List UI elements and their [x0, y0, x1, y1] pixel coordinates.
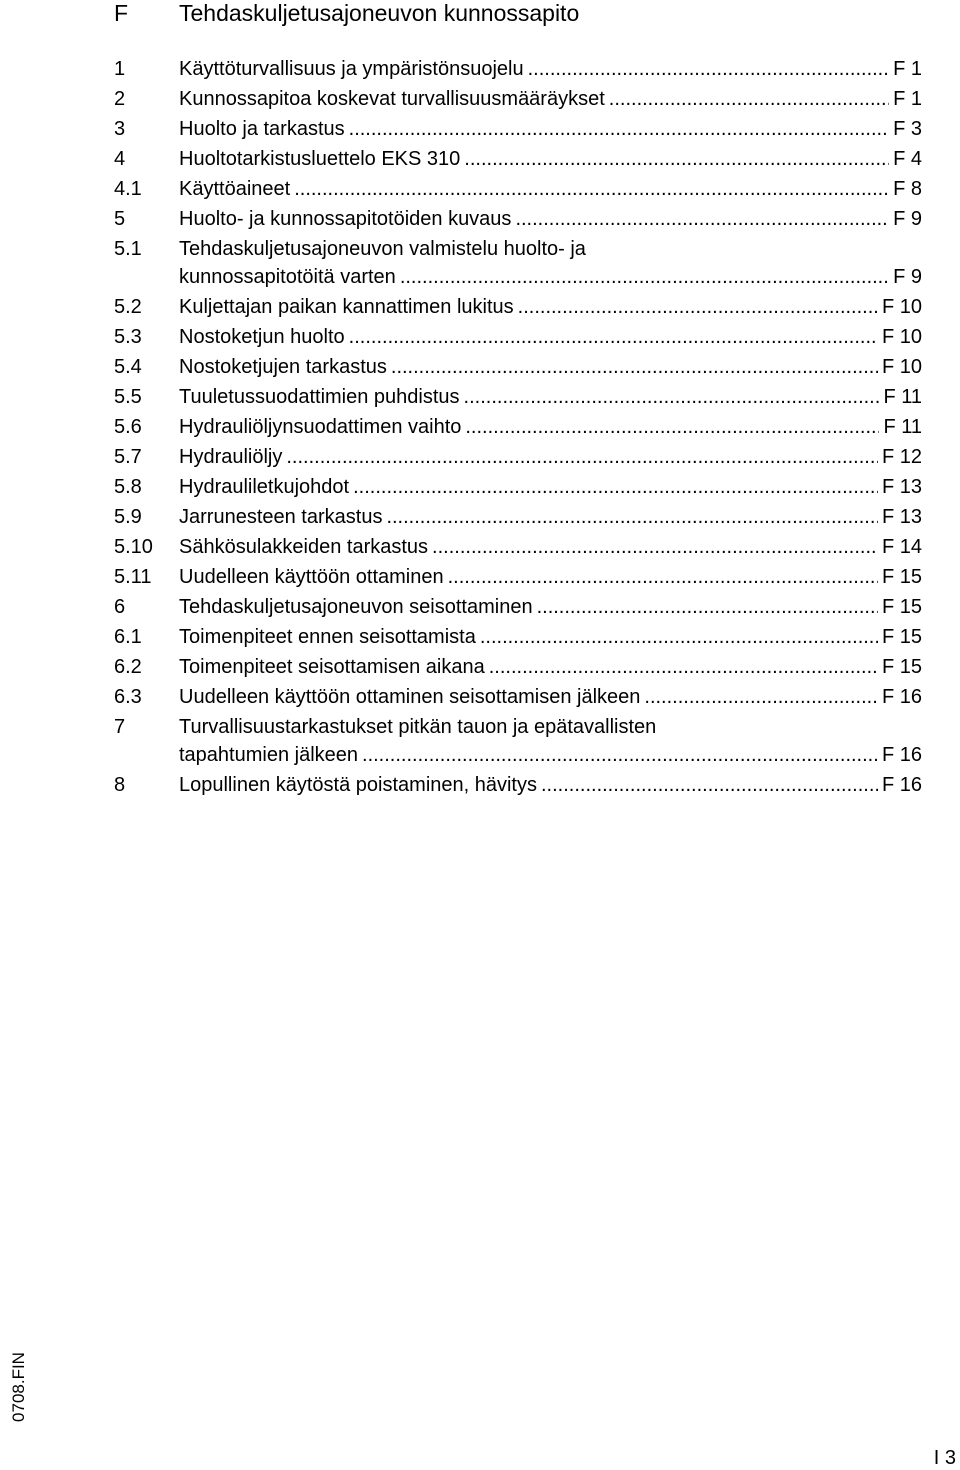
- toc-entry[interactable]: [114, 533, 922, 563]
- toc-entry-page: F 8: [893, 178, 922, 200]
- dot-leader: [294, 175, 889, 203]
- toc-entry[interactable]: [114, 653, 922, 683]
- dot-leader: [362, 741, 878, 769]
- chapter-number: F: [114, 0, 129, 26]
- toc-entry-page: F 15: [881, 566, 922, 588]
- toc-entry-title: Toimenpiteet ennen seisottamista: [179, 626, 476, 648]
- page-number: I 3: [933, 1447, 956, 1469]
- toc-entry-number: 5.2: [114, 296, 142, 318]
- toc-entry-page: F 9: [893, 208, 922, 230]
- dot-leader: [515, 205, 889, 233]
- dot-leader: [432, 533, 878, 561]
- toc-entry-number: 1: [114, 58, 126, 80]
- toc-entry-number: 8: [114, 774, 126, 796]
- dot-leader: [480, 623, 878, 651]
- toc-entry-title: Käyttöturvallisuus ja ympäristönsuojelu: [179, 58, 524, 80]
- toc-entry-number: 5.3: [114, 326, 142, 348]
- toc-entry-title: Tehdaskuljetusajoneuvon valmistelu huolto- ja: [179, 238, 586, 260]
- toc-entry-title: Toimenpiteet seisottamisen aikana: [179, 656, 485, 678]
- toc-entry[interactable]: [114, 323, 922, 353]
- toc-entry-page: F 1: [893, 88, 922, 110]
- toc-entry[interactable]: [114, 413, 922, 443]
- toc-entry-page: F 16: [881, 686, 922, 708]
- toc-entry-title: Jarrunesteen tarkastus: [179, 506, 383, 528]
- toc-entry-title: Käyttöaineet: [179, 178, 291, 200]
- toc-entry[interactable]: [114, 473, 922, 503]
- dot-leader: [386, 503, 878, 531]
- toc-entry-page: F 13: [881, 506, 922, 528]
- toc-entry-title: Lopullinen käytöstä poistaminen, hävitys: [179, 774, 537, 796]
- toc-entry-title: Huolto ja tarkastus: [179, 118, 345, 140]
- toc-entry-title: Hydrauliöljy: [179, 446, 283, 468]
- dot-leader: [400, 263, 889, 291]
- toc-entry-page: F 9: [893, 266, 922, 288]
- toc-entry-page: F 10: [881, 296, 922, 318]
- toc-entry-title: Nostoketjujen tarkastus: [179, 356, 387, 378]
- dot-leader: [349, 323, 878, 351]
- toc-entry-number: 5.11: [114, 566, 152, 588]
- toc-entry-number: 3: [114, 118, 126, 140]
- dot-leader: [353, 473, 878, 501]
- toc-entry-number: 5.10: [114, 536, 153, 558]
- toc-entry-title: Hydrauliletkujohdot: [179, 476, 350, 498]
- toc-entry-number: 6: [114, 596, 126, 618]
- toc-entry[interactable]: [114, 115, 922, 145]
- toc-entry-number: 5.7: [114, 446, 142, 468]
- toc-entry[interactable]: [114, 683, 922, 713]
- dot-leader: [609, 85, 889, 113]
- toc-entry-title: Tehdaskuljetusajoneuvon seisottaminen: [179, 596, 533, 618]
- toc-entry-number: 5.6: [114, 416, 142, 438]
- toc-entry-number: 6.2: [114, 656, 142, 678]
- toc-entry-page: F 15: [881, 626, 922, 648]
- toc-entry[interactable]: [114, 55, 922, 85]
- toc-entry-number: 5: [114, 208, 126, 230]
- toc-entry-page: F 1: [893, 58, 922, 80]
- toc-entry[interactable]: [114, 85, 922, 115]
- toc-entry-page: F 14: [881, 536, 922, 558]
- toc-entry[interactable]: [114, 293, 922, 323]
- toc-entry-number: 5.1: [114, 238, 142, 260]
- table-of-contents: [114, 55, 922, 801]
- toc-entry-title: Kunnossapitoa koskevat turvallisuusmääräykset: [179, 88, 605, 110]
- toc-entry[interactable]: [114, 623, 922, 653]
- dot-leader: [537, 593, 878, 621]
- toc-entry-title: tapahtumien jälkeen: [179, 744, 359, 766]
- chapter-title: Tehdaskuljetusajoneuvon kunnossapito: [179, 0, 580, 26]
- toc-entry-page: F 11: [883, 416, 922, 438]
- toc-entry-title: Tuuletussuodattimien puhdistus: [179, 386, 460, 408]
- toc-entry-number: 5.5: [114, 386, 142, 408]
- toc-entry-title: Huolto- ja kunnossapitotöiden kuvaus: [179, 208, 512, 230]
- toc-entry-page: F 10: [881, 326, 922, 348]
- dot-leader: [465, 413, 879, 441]
- toc-entry-page: F 11: [883, 386, 922, 408]
- dot-leader: [541, 771, 878, 799]
- toc-entry-page: F 16: [881, 774, 922, 796]
- toc-entry[interactable]: [114, 593, 922, 623]
- dot-leader: [528, 55, 889, 83]
- toc-entry[interactable]: [114, 771, 922, 801]
- toc-entry[interactable]: [114, 175, 922, 205]
- toc-entry[interactable]: [114, 383, 922, 413]
- toc-entry[interactable]: [114, 353, 922, 383]
- toc-entry-number: 6.3: [114, 686, 142, 708]
- toc-entry-title: Nostoketjun huolto: [179, 326, 345, 348]
- toc-entry[interactable]: [114, 145, 922, 175]
- toc-entry[interactable]: [114, 503, 922, 533]
- toc-entry-title: Turvallisuustarkastukset pitkän tauon ja epätavallisten: [179, 716, 657, 738]
- toc-entry-number: 7: [114, 716, 126, 738]
- toc-entry-number: 5.4: [114, 356, 142, 378]
- toc-entry-number: 4: [114, 148, 126, 170]
- toc-entry-page: F 13: [881, 476, 922, 498]
- toc-entry-title: Hydrauliöljynsuodattimen vaihto: [179, 416, 462, 438]
- toc-entry-title: Huoltotarkistusluettelo EKS 310: [179, 148, 461, 170]
- toc-entry-page: F 12: [881, 446, 922, 468]
- toc-entry[interactable]: [114, 443, 922, 473]
- toc-entry-number: 2: [114, 88, 126, 110]
- dot-leader: [391, 353, 878, 381]
- toc-entry-page: F 4: [893, 148, 922, 170]
- toc-entry-number: 4.1: [114, 178, 142, 200]
- toc-entry[interactable]: [114, 713, 922, 771]
- dot-leader: [518, 293, 878, 321]
- document-code-text: 0708.FIN: [9, 1352, 28, 1422]
- toc-entry-title: Uudelleen käyttöön ottaminen seisottamisen jälkeen: [179, 686, 641, 708]
- toc-entry-page: F 3: [893, 118, 922, 140]
- toc-entry-number: 5.8: [114, 476, 142, 498]
- toc-entry-page: F 15: [881, 596, 922, 618]
- toc-entry-page: F 16: [881, 744, 922, 766]
- toc-entry[interactable]: [114, 235, 922, 293]
- toc-entry-number: 6.1: [114, 626, 142, 648]
- dot-leader: [644, 683, 878, 711]
- dot-leader: [448, 563, 878, 591]
- toc-entry-page: F 15: [881, 656, 922, 678]
- toc-entry[interactable]: [114, 563, 922, 593]
- toc-entry-page: F 10: [881, 356, 922, 378]
- dot-leader: [349, 115, 889, 143]
- dot-leader: [464, 145, 889, 173]
- toc-entry-number: 5.9: [114, 506, 142, 528]
- toc-entry-title: Sähkösulakkeiden tarkastus: [179, 536, 429, 558]
- toc-entry[interactable]: [114, 205, 922, 235]
- toc-entry-title: Kuljettajan paikan kannattimen lukitus: [179, 296, 514, 318]
- toc-entry-title: Uudelleen käyttöön ottaminen: [179, 566, 444, 588]
- document-code: [8, 1348, 30, 1426]
- dot-leader: [464, 383, 880, 411]
- dot-leader: [489, 653, 878, 681]
- dot-leader: [286, 443, 878, 471]
- toc-entry-title: kunnossapitotöitä varten: [179, 266, 396, 288]
